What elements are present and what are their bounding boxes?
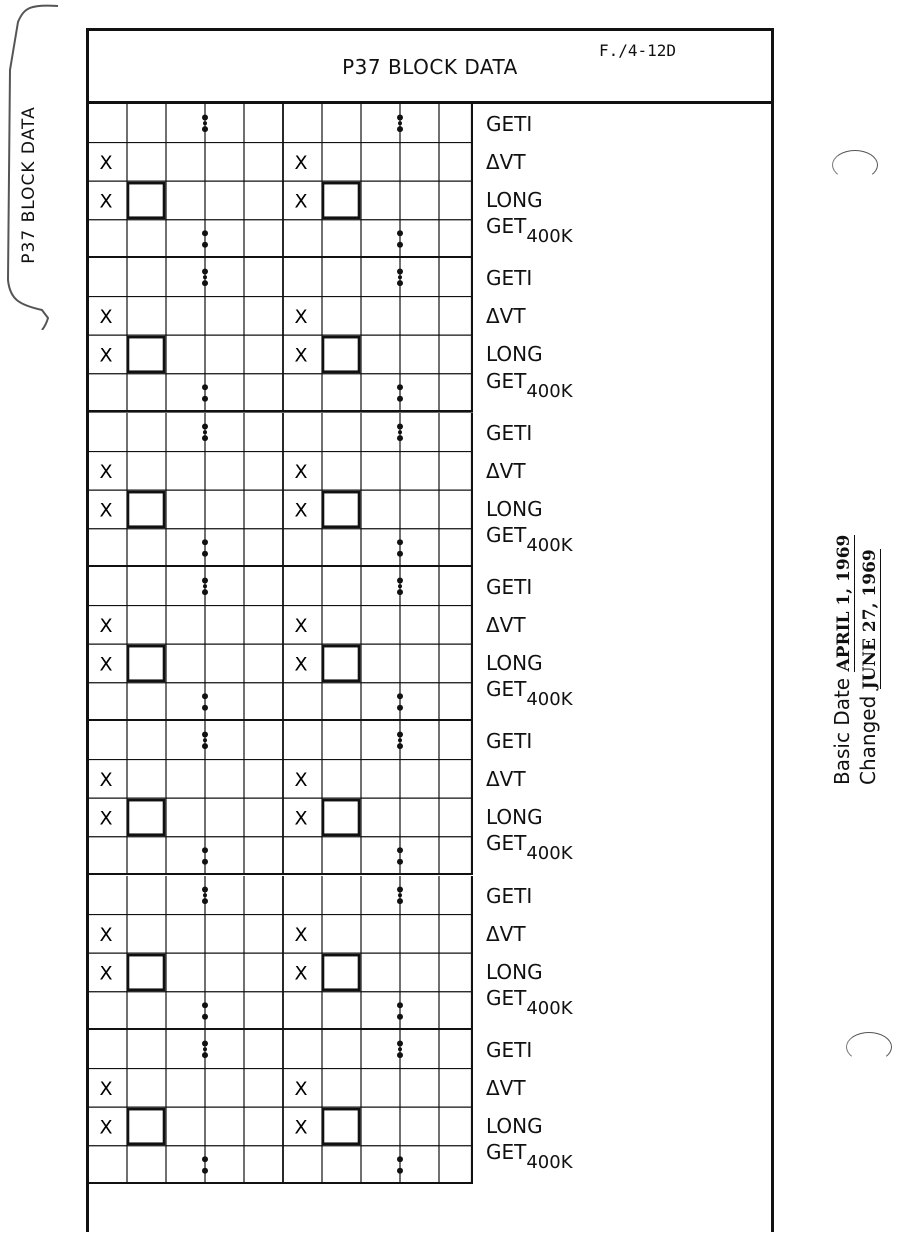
decimal-dot <box>202 1156 208 1162</box>
label-delta-vt: ΔVT <box>486 150 526 174</box>
label-get-400k <box>486 522 573 556</box>
block-grid <box>89 258 473 412</box>
decimal-dot <box>398 276 402 280</box>
changed-date-label: Changed <box>856 695 880 785</box>
decimal-dot <box>202 435 208 441</box>
label-get: GET <box>486 214 527 239</box>
checklist-block <box>89 104 771 258</box>
block-grid <box>89 876 473 1030</box>
x-mark: X <box>99 961 113 984</box>
label-geti: GETI <box>486 883 533 908</box>
decimal-dot <box>397 1013 403 1019</box>
label-geti: GETI <box>486 1037 533 1062</box>
entry-box <box>128 800 164 835</box>
label-long: LONG <box>486 805 543 830</box>
entry-box <box>323 800 359 835</box>
decimal-dot <box>202 423 208 429</box>
entry-box <box>323 183 359 218</box>
label-get-400k <box>486 1140 573 1174</box>
x-mark: X <box>99 190 113 213</box>
decimal-dot <box>203 430 207 434</box>
label-delta-vt: ΔVT <box>486 921 526 946</box>
decimal-dot <box>202 242 208 248</box>
decimal-dot <box>202 126 208 132</box>
decimal-dot <box>397 589 403 595</box>
checklist-block <box>89 258 771 412</box>
decimal-dot <box>397 705 403 711</box>
decimal-dot <box>202 577 208 583</box>
decimal-dot <box>202 847 208 853</box>
x-mark: X <box>294 344 308 367</box>
revision-dates <box>820 430 917 790</box>
entry-box <box>128 492 164 527</box>
label-get-400k <box>486 985 573 1019</box>
decimal-dot <box>202 1168 208 1174</box>
label-delta-vt: ΔVT <box>486 304 526 329</box>
x-mark: X <box>294 151 308 174</box>
page-title: P37 BLOCK DATA <box>342 55 518 79</box>
decimal-dot <box>397 280 403 286</box>
x-mark: X <box>294 923 308 946</box>
decimal-dot <box>397 886 403 892</box>
decimal-dot <box>397 577 403 583</box>
decimal-dot <box>397 435 403 441</box>
decimal-dot <box>397 115 403 121</box>
x-mark: X <box>294 768 308 791</box>
x-mark: X <box>99 768 113 791</box>
label-get: GET <box>486 677 527 702</box>
decimal-dot <box>397 230 403 236</box>
decimal-dot <box>397 269 403 275</box>
decimal-dot <box>397 126 403 132</box>
decimal-dot <box>397 550 403 556</box>
x-mark: X <box>294 614 308 637</box>
label-get-400k <box>486 677 573 711</box>
basic-date-value: APRIL 1, 1969 <box>834 534 854 672</box>
decimal-dot <box>397 1040 403 1046</box>
decimal-dot <box>397 1156 403 1162</box>
decimal-dot <box>397 732 403 738</box>
label-long: LONG <box>486 188 543 212</box>
label-long: LONG <box>486 959 543 984</box>
x-mark: X <box>99 807 113 830</box>
decimal-dot <box>202 115 208 121</box>
label-get: GET <box>486 831 527 856</box>
x-mark: X <box>99 498 113 521</box>
decimal-dot <box>397 1168 403 1174</box>
label-geti: GETI <box>486 112 533 136</box>
decimal-dot <box>398 584 402 588</box>
label-delta-vt: ΔVT <box>486 767 526 792</box>
form-number: F./4-12D <box>599 41 677 60</box>
changed-date-value: JUNE 27, 1969 <box>860 549 880 690</box>
label-long: LONG <box>486 1113 543 1138</box>
x-mark: X <box>294 961 308 984</box>
label-long: LONG <box>486 650 543 675</box>
entry-box <box>128 646 164 681</box>
decimal-dot <box>203 738 207 742</box>
x-mark: X <box>294 653 308 676</box>
decimal-dot <box>397 423 403 429</box>
x-mark: X <box>99 306 113 329</box>
block-grid <box>89 567 473 721</box>
block-data-form <box>86 28 774 1232</box>
label-400k-subscript: 400K <box>526 1152 573 1174</box>
label-long: LONG <box>486 342 543 367</box>
x-mark: X <box>99 653 113 676</box>
decimal-dot <box>397 242 403 248</box>
x-mark: X <box>294 306 308 329</box>
decimal-dot <box>397 743 403 749</box>
x-mark: X <box>99 923 113 946</box>
decimal-dot <box>397 396 403 402</box>
checklist-block <box>89 721 771 875</box>
label-get: GET <box>486 1140 527 1165</box>
x-mark: X <box>99 460 113 483</box>
label-400k-subscript: 400K <box>526 689 573 711</box>
decimal-dot <box>202 539 208 545</box>
x-mark: X <box>294 1116 308 1139</box>
decimal-dot <box>398 1047 402 1051</box>
block-grid <box>89 721 473 875</box>
tab-label: P37 BLOCK DATA <box>19 106 39 264</box>
label-get: GET <box>486 522 527 547</box>
decimal-dot <box>397 385 403 391</box>
label-delta-vt: ΔVT <box>486 1075 526 1100</box>
label-get: GET <box>486 368 527 393</box>
label-delta-vt: ΔVT <box>486 458 526 483</box>
x-mark: X <box>99 344 113 367</box>
decimal-dot <box>202 396 208 402</box>
basic-date-line <box>830 535 855 785</box>
form-header <box>89 31 771 104</box>
decimal-dot <box>202 230 208 236</box>
decimal-dot <box>397 1052 403 1058</box>
decimal-dot <box>202 550 208 556</box>
label-400k-subscript: 400K <box>526 997 573 1019</box>
decimal-dot <box>397 859 403 865</box>
entry-box <box>128 337 164 372</box>
decimal-dot <box>202 859 208 865</box>
x-mark: X <box>294 190 308 213</box>
label-delta-vt: ΔVT <box>486 612 526 637</box>
x-mark: X <box>294 807 308 830</box>
decimal-dot <box>202 898 208 904</box>
decimal-dot <box>202 1040 208 1046</box>
label-400k-subscript: 400K <box>526 380 573 402</box>
checklist-block <box>89 1030 771 1184</box>
x-mark: X <box>99 151 113 174</box>
decimal-dot <box>203 121 207 125</box>
checklist-block <box>89 876 771 1030</box>
decimal-dot <box>203 584 207 588</box>
decimal-dot <box>398 893 402 897</box>
block-grid <box>89 1030 473 1184</box>
basic-date-label: Basic Date <box>830 677 854 785</box>
decimal-dot <box>202 1052 208 1058</box>
decimal-dot <box>202 743 208 749</box>
label-geti: GETI <box>486 266 533 291</box>
entry-box <box>323 646 359 681</box>
label-get-400k <box>486 368 573 402</box>
checklist-block <box>89 413 771 567</box>
decimal-dot <box>398 430 402 434</box>
x-mark: X <box>99 1116 113 1139</box>
decimal-dot <box>203 1047 207 1051</box>
label-400k-subscript: 400K <box>526 534 573 556</box>
decimal-dot <box>398 738 402 742</box>
label-get: GET <box>486 985 527 1010</box>
entry-box <box>323 492 359 527</box>
label-get-400k <box>486 214 573 248</box>
x-mark: X <box>294 460 308 483</box>
decimal-dot <box>202 589 208 595</box>
entry-box <box>128 183 164 218</box>
label-400k-subscript: 400K <box>526 843 573 865</box>
entry-box <box>128 1109 164 1144</box>
label-get-400k <box>486 831 573 865</box>
x-mark: X <box>294 1077 308 1100</box>
checklist-block <box>89 567 771 721</box>
x-mark: X <box>99 614 113 637</box>
block-grid <box>89 104 473 258</box>
decimal-dot <box>397 539 403 545</box>
decimal-dot <box>202 1002 208 1008</box>
label-geti: GETI <box>486 420 533 445</box>
decimal-dot <box>202 269 208 275</box>
decimal-dot <box>202 693 208 699</box>
entry-box <box>128 955 164 990</box>
decimal-dot <box>397 693 403 699</box>
label-400k-subscript: 400K <box>526 226 573 248</box>
decimal-dot <box>202 732 208 738</box>
decimal-dot <box>202 886 208 892</box>
form-footer-area <box>89 1183 771 1235</box>
decimal-dot <box>203 893 207 897</box>
decimal-dot <box>397 1002 403 1008</box>
decimal-dot <box>203 276 207 280</box>
decimal-dot <box>397 847 403 853</box>
entry-box <box>323 1109 359 1144</box>
decimal-dot <box>202 280 208 286</box>
punch-hole-top <box>832 150 878 180</box>
decimal-dot <box>202 385 208 391</box>
label-long: LONG <box>486 496 543 521</box>
decimal-dot <box>397 898 403 904</box>
changed-date-line <box>856 549 881 785</box>
punch-hole-bottom <box>846 1032 892 1062</box>
decimal-dot <box>202 705 208 711</box>
x-mark: X <box>99 1077 113 1100</box>
decimal-dot <box>398 121 402 125</box>
label-geti: GETI <box>486 574 533 599</box>
label-geti: GETI <box>486 729 533 754</box>
block-grid <box>89 413 473 567</box>
x-mark: X <box>294 498 308 521</box>
entry-box <box>323 337 359 372</box>
entry-box <box>323 955 359 990</box>
decimal-dot <box>202 1013 208 1019</box>
